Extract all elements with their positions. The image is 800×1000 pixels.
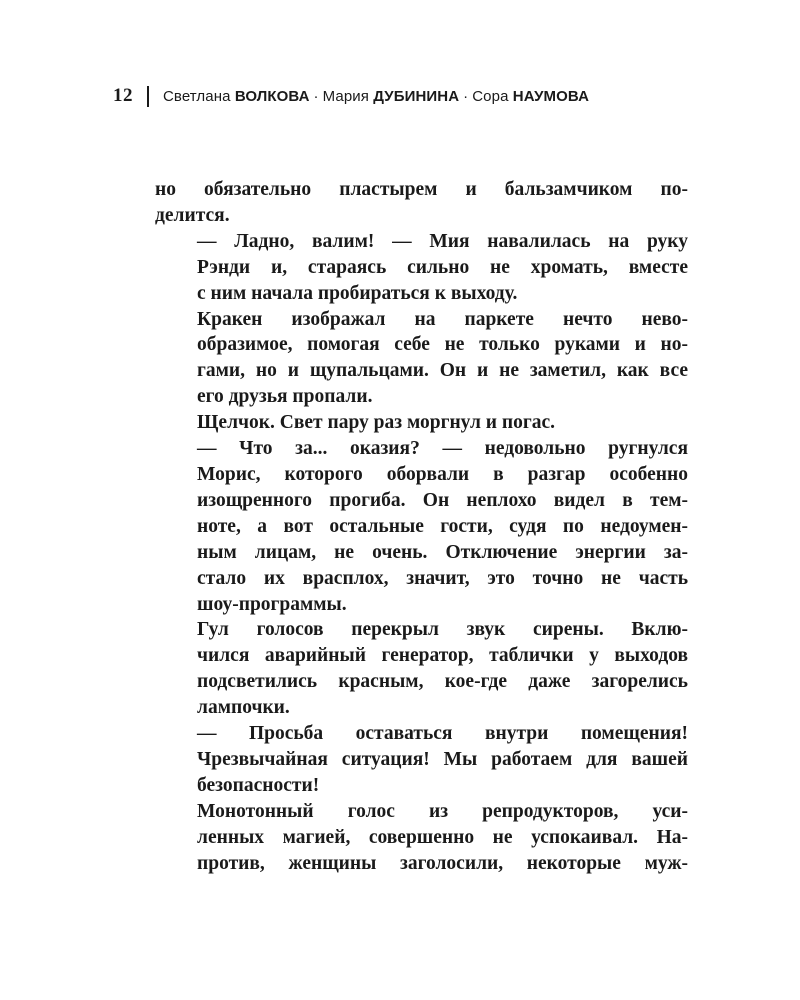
paragraph: [155, 721, 688, 799]
text-line: — Просьба оставаться внутри помещения!: [197, 723, 688, 745]
body-text: [155, 177, 688, 876]
text-line: против, женщины заголосили, некоторые муж-: [197, 852, 688, 874]
paragraph: [155, 177, 688, 229]
author-2: [323, 88, 459, 105]
paragraph: [155, 307, 688, 411]
header-divider: [147, 86, 149, 107]
author-separator: ·: [313, 87, 319, 105]
text-line: но обязательно пластырем и бальзамчиком по-: [155, 179, 688, 200]
text-line: — Что за... оказия? — недовольно ругнулся: [197, 438, 688, 460]
text-line: образимое, помогая себе не только руками и но-: [197, 334, 688, 356]
text-line: делится.: [155, 204, 230, 226]
running-head: [113, 84, 589, 108]
text-line: изощренного прогиба. Он неплохо видел в тем-: [197, 489, 688, 511]
author-first-name: Мария: [322, 87, 370, 105]
text-line: подсветились красным, кое-где даже загорелись: [197, 671, 688, 693]
text-line: ноте, а вот остальные гости, судя по недоумен-: [197, 515, 688, 537]
author-3: [472, 88, 589, 105]
text-line: чился аварийный генератор, таблички у выходов: [197, 645, 688, 667]
author-last-name: ДУБИНИНА: [373, 87, 460, 105]
text-line: стало их врасплох, значит, это точно не часть: [197, 567, 688, 589]
author-last-name: ВОЛКОВА: [234, 87, 310, 105]
author-line: [163, 88, 589, 105]
text-line: Кракен изображал на паркете нечто нево-: [197, 308, 688, 330]
paragraph: [155, 410, 688, 436]
paragraph: [155, 436, 688, 617]
text-line: с ним начала пробираться к выходу.: [197, 282, 518, 304]
text-line: Рэнди и, стараясь сильно не хромать, вместе: [197, 256, 688, 278]
paragraph: [155, 229, 688, 307]
text-line: — Ладно, валим! — Мия навалилась на руку: [197, 230, 688, 252]
paragraph: [155, 799, 688, 877]
text-line: Щелчок. Свет пару раз моргнул и погас.: [197, 412, 555, 434]
text-line: ленных магией, совершенно не успокаивал. На-: [197, 826, 688, 848]
text-line: лампочки.: [197, 697, 290, 719]
text-line: Морис, которого оборвали в разгар особенно: [197, 463, 688, 485]
text-line: Чрезвычайная ситуация! Мы работаем для вашей: [197, 748, 688, 770]
author-first-name: Сора: [472, 87, 509, 105]
author-separator: ·: [463, 87, 469, 105]
text-line: Монотонный голос из репродукторов, уси-: [197, 800, 688, 822]
author-1: [163, 88, 310, 105]
author-first-name: Светлана: [163, 87, 231, 105]
paragraph: [155, 617, 688, 721]
page-number: 12: [113, 85, 133, 106]
author-last-name: НАУМОВА: [512, 87, 590, 105]
text-line: гами, но и щупальцами. Он и не заметил, как все: [197, 360, 688, 382]
text-line: ным лицам, не очень. Отключение энергии за-: [197, 541, 688, 563]
text-line: его друзья пропали.: [197, 386, 373, 408]
text-line: Гул голосов перекрыл звук сирены. Вклю-: [197, 619, 688, 641]
text-line: безопасности!: [197, 774, 320, 796]
text-line: шоу-программы.: [197, 593, 347, 615]
